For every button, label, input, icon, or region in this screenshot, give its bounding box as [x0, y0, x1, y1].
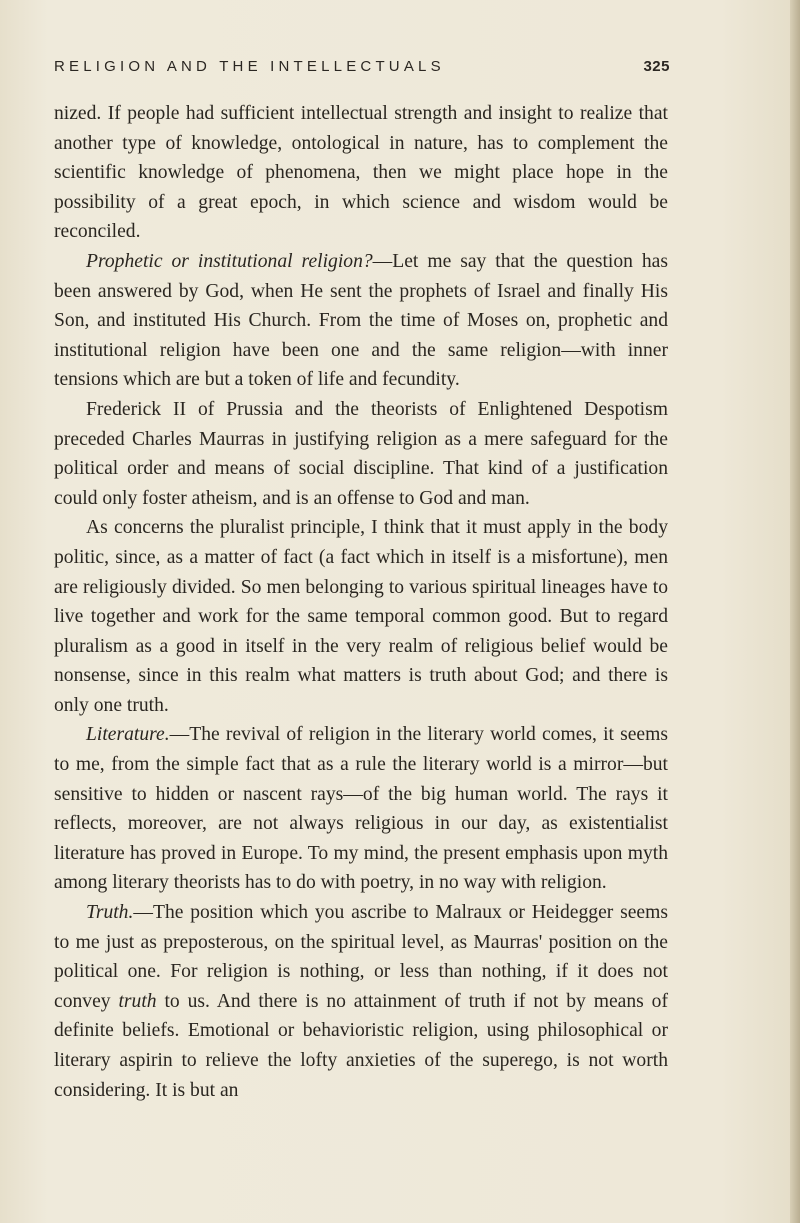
body-text	[54, 99, 668, 1105]
paragraph-1	[54, 99, 668, 247]
running-title: RELIGION AND THE INTELLECTUALS	[54, 58, 445, 75]
paragraph-3	[54, 395, 668, 513]
paragraph-text: Frederick II of Prussia and the theorists of Enlightened Despotism preceded Charles Maurras in justifying religion as a mere safeguard for the political order and means of social discipline. That kind of a justification could only foster atheism, and is an offense to God and man.	[54, 398, 668, 509]
paragraph-5	[54, 720, 668, 898]
section-lead-truth: Truth.	[86, 902, 134, 924]
emphasis-truth: truth	[118, 990, 157, 1012]
paragraph-text: —The revival of religion in the literary world comes, it seems to me, from the simple fact that as a rule the literary world is a mirror—but sensitive to hidden or nascent rays—of the big human world. The rays it reflects, moreover, are not always religious in our day, as existentialist literature has proved in Europe. To my mind, the present emphasis upon myth among literary theorists has to do with poetry, in no way with religion.	[54, 724, 668, 894]
paragraph-text: As concerns the pluralist principle, I think that it must apply in the body politic, since, as a matter of fact (a fact which in itself is a misfortune), men are religiously divided. So men belonging to various spiritual lineages have to live together and work for the same temporal common good. But to regard pluralism as a good in itself in the very realm of religious belief would be nonsense, since in this realm what matters is truth about God; and there is only one truth.	[54, 517, 668, 716]
paragraph-text: —The position which you ascribe to Malraux or Heidegger seems to me just as preposterous, on the spiritual level, as Maurras' position on the political one. For religion is nothing, or less than nothing, if it does not convey	[54, 902, 668, 1012]
section-lead-prophetic: Prophetic or institutional religion?	[86, 250, 373, 272]
paragraph-4	[54, 513, 668, 720]
paragraph-text: to us. And there is no attainment of truth if not by means of definite beliefs. Emotional or behavioristic religion, using philosophical or literary aspirin to relieve the lofty anxieties of the superego, is not worth considering. It is but an	[54, 990, 668, 1101]
paragraph-text: nized. If people had sufficient intellectual strength and insight to realize that another type of knowledge, ontological in nature, has to complement the scientific knowledge of phenomena, then we might place hope in the possibility of a great epoch, in which science and wisdom would be reconciled.	[54, 103, 668, 243]
page-number: 325	[643, 58, 670, 75]
page-edge-shadow	[790, 0, 800, 1223]
section-lead-literature: Literature.	[86, 724, 170, 746]
running-head	[54, 58, 670, 82]
paragraph-6	[54, 898, 668, 1105]
paragraph-text: —Let me say that the question has been answered by God, when He sent the prophets of Israel and finally His Son, and instituted His Church. From the time of Moses on, prophetic and institutional religion have been one and the same religion—with inner tensions which are but a token of life and fecundity.	[54, 250, 669, 391]
paragraph-2	[54, 247, 668, 395]
